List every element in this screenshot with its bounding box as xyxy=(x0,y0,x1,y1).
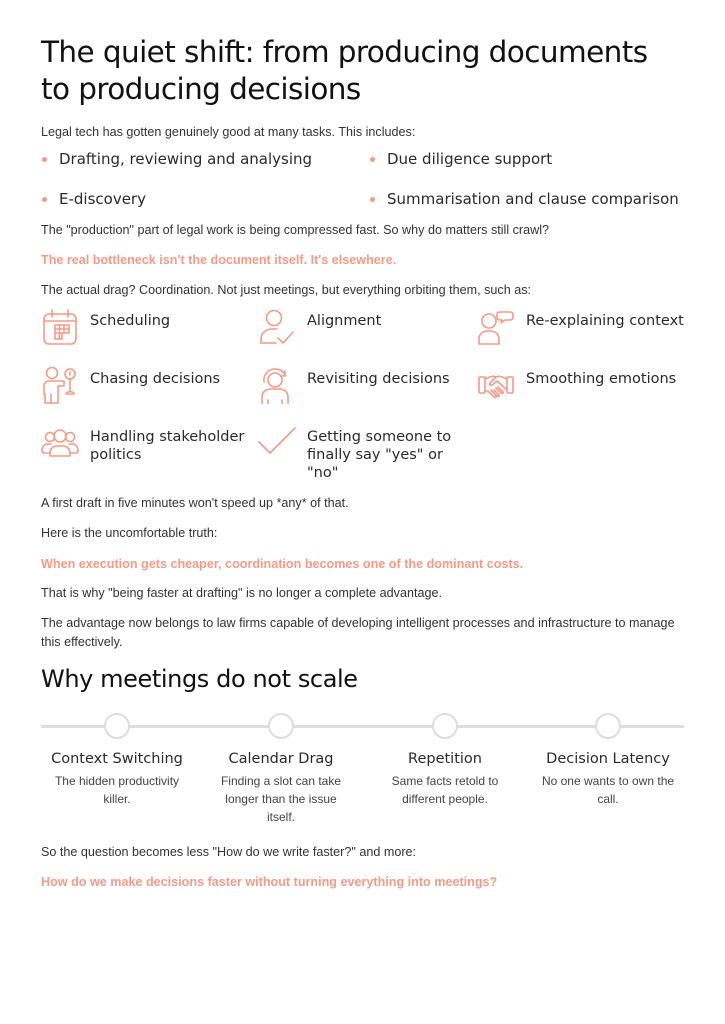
list-item-label: Summarisation and clause comparison xyxy=(387,190,679,208)
drag-item-label: Getting someone to finally say "yes" or "no" xyxy=(307,429,452,481)
stage-description: Same facts retold to different people. xyxy=(391,774,499,806)
drag-item-yes-no xyxy=(258,424,473,482)
capabilities-list xyxy=(41,148,686,223)
list-item xyxy=(41,150,312,168)
list-item xyxy=(41,190,146,208)
stage-title: Decision Latency xyxy=(546,751,670,767)
drag-item-label: Revisiting decisions xyxy=(307,371,450,387)
drag-item-smoothing xyxy=(477,366,692,404)
drag-item-re-explaining xyxy=(477,308,692,346)
bullet-dot-icon xyxy=(370,197,375,202)
drag-item-politics xyxy=(41,424,256,464)
drag-item-label: Smoothing emotions xyxy=(526,371,677,387)
drag-item-alignment xyxy=(258,308,473,346)
drag-item-label: Handling stakeholder politics xyxy=(90,429,245,463)
coordination-items xyxy=(41,308,686,488)
timeline-node xyxy=(268,713,294,739)
stage-description: Finding a slot can take longer than the issue itself. xyxy=(220,774,342,824)
bullet-dot-icon xyxy=(42,197,47,202)
production-text: The "production" part of legal work is being compressed fast. So why do matters still crawl? xyxy=(41,223,550,237)
list-item xyxy=(369,190,679,208)
checkmark-icon xyxy=(258,424,296,462)
bullet-dot-icon xyxy=(42,157,47,162)
stage-title: Repetition xyxy=(408,751,482,767)
stage-title: Context Switching xyxy=(51,751,183,767)
timeline-node xyxy=(595,713,621,739)
section-title: Why meetings do not scale xyxy=(41,665,358,693)
drag-intro-text: The actual drag? Coordination. Not just meetings, but everything orbiting them, such as: xyxy=(41,283,532,297)
drag-item-label: Scheduling xyxy=(90,313,171,329)
bottleneck-highlight: The real bottleneck isn't the document itself. It's elsewhere. xyxy=(41,253,397,267)
question-highlight: How do we make decisions faster without turning everything into meetings? xyxy=(41,875,498,889)
drag-item-label: Chasing decisions xyxy=(90,371,221,387)
drag-item-chasing xyxy=(41,366,256,404)
drag-item-label: Alignment xyxy=(307,313,382,329)
list-item-label: Due diligence support xyxy=(387,150,553,168)
stage-description: The hidden productivity killer. xyxy=(54,774,180,806)
calendar-icon xyxy=(41,308,79,346)
advantage-text: The advantage now belongs to law firms capable of developing intelligent processes and infrastructure to manage this effectively. xyxy=(41,616,675,649)
person-speech-icon xyxy=(477,308,515,346)
page-title: The quiet shift: from producing documents to producing decisions xyxy=(41,35,648,106)
drag-item-label: Re-explaining context xyxy=(526,313,684,329)
stage-calendar-drag xyxy=(206,750,356,826)
timeline xyxy=(41,712,684,740)
timeline-line xyxy=(41,725,684,728)
drag-item-revisiting xyxy=(258,366,473,404)
person-clock-icon xyxy=(41,366,79,404)
handshake-icon xyxy=(477,366,515,404)
drafting-text: That is why "being faster at drafting" is no longer a complete advantage. xyxy=(41,586,442,600)
stage-context-switching xyxy=(42,750,192,808)
stage-description: No one wants to own the call. xyxy=(541,774,675,806)
bullet-dot-icon xyxy=(370,157,375,162)
person-check-icon xyxy=(258,308,296,346)
stage-decision-latency xyxy=(533,750,683,808)
stage-title: Calendar Drag xyxy=(228,751,334,767)
group-icon xyxy=(41,424,79,462)
list-item xyxy=(369,150,552,168)
stage-repetition xyxy=(370,750,520,808)
timeline-node xyxy=(432,713,458,739)
drag-item-scheduling xyxy=(41,308,256,346)
truth-intro-text: Here is the uncomfortable truth: xyxy=(41,526,218,540)
question-intro-text: So the question becomes less "How do we write faster?" and more: xyxy=(41,845,417,859)
person-refresh-icon xyxy=(258,366,296,404)
list-item-label: Drafting, reviewing and analysing xyxy=(59,150,313,168)
first-draft-text: A first draft in five minutes won't speed up *any* of that. xyxy=(41,496,349,510)
timeline-node xyxy=(104,713,130,739)
truth-highlight: When execution gets cheaper, coordination becomes one of the dominant costs. xyxy=(41,557,524,571)
list-item-label: E-discovery xyxy=(59,190,146,208)
intro-text: Legal tech has gotten genuinely good at many tasks. This includes: xyxy=(41,125,416,139)
